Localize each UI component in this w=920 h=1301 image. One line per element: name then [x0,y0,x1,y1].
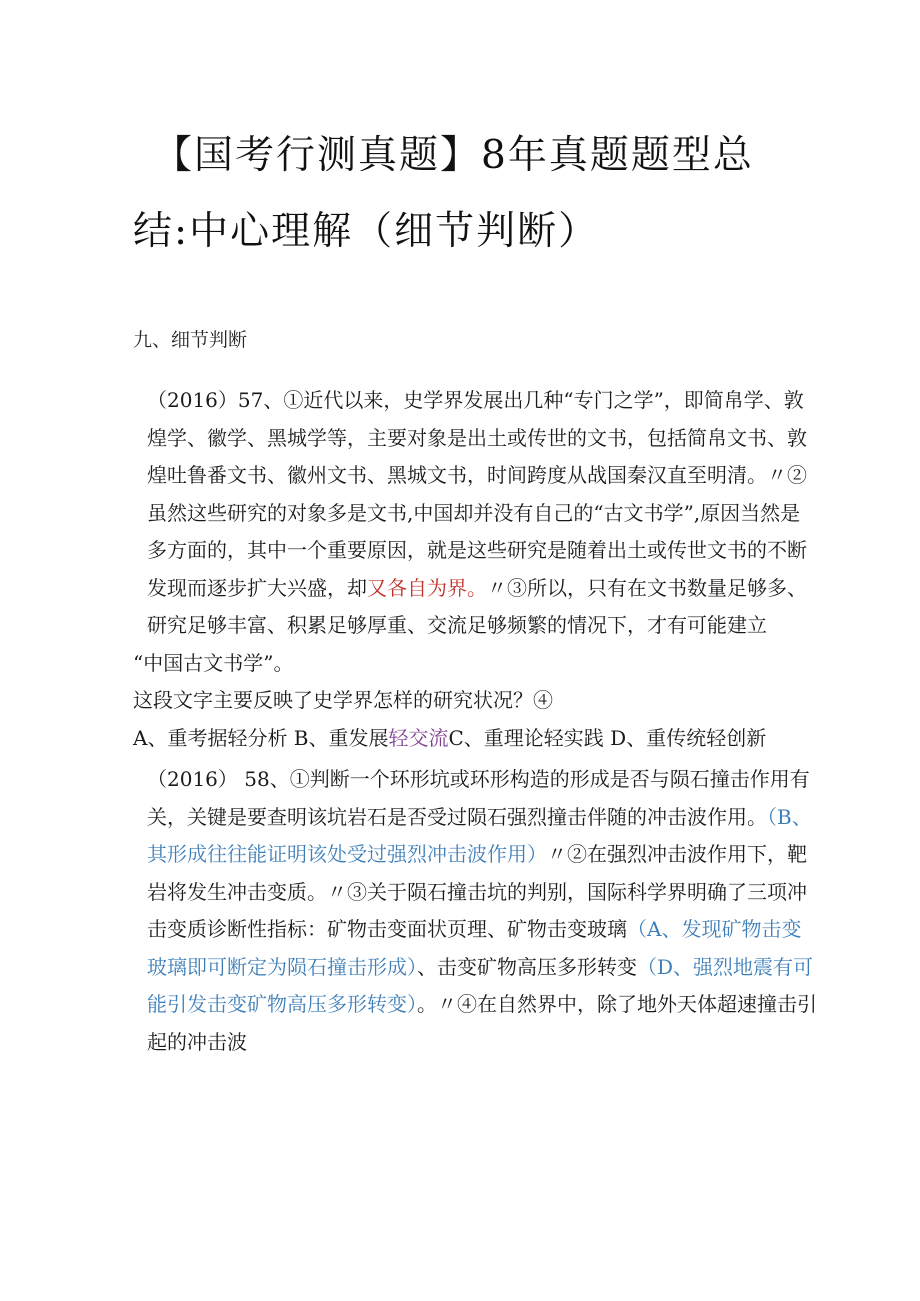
q57-quote: “中国古文书学”。 [133,650,294,675]
question-57 [133,382,820,757]
q58-note-d: （D、强烈地震有可能引发击变矿物高压多形转变） [147,954,814,1016]
title-line-1: 【国考行测真题】8年真题题型总 [153,133,754,178]
question-58 [133,761,820,1061]
q57-question: 这段文字主要反映了史学界怎样的研究状况？④ [133,688,553,712]
q58-text-part1: （2016） 58、①判断一个环形坑或环形构造的形成是否与陨石撞击作用有关，关键是要查明该坑岩石是否受过陨石强烈撞击伴随的冲击波作用。 [147,767,810,829]
q58-note-a: （A、发现矿物击变玻璃即可断定为陨石撞击形成） [147,917,802,979]
q57-options-highlight: 轻交流 [388,725,449,750]
question-57-passage [133,382,820,645]
q57-highlight-red: 又各自为界。 [367,575,487,600]
q58-note-b: （B、其形成往往能证明该处受过强烈冲击波作用） [147,804,812,866]
q57-options [133,720,820,758]
q57-text-part2: 〃③所以，只有在文书数量足够多、研究足够丰富、积累足够厚重、交流足够频繁的情况下，才有可能建立 [147,575,807,637]
question-58-passage [133,761,820,1061]
q57-options-a: A、重考据轻分析 B、重发展 [133,725,389,750]
q58-text-part4: 。〃④在自然界中，除了地外天体超速撞击引起的冲击波 [147,992,817,1054]
title-line-2: 结:中心理解（细节判断） [133,209,600,254]
q58-text-part2: 〃②在强烈冲击波作用下，靶岩将发生冲击变质。〃③关于陨石撞击坑的判别，国际科学界明确了三项冲击变质诊断性指标：矿物击变面状页理、矿物击变玻璃 [147,842,807,941]
document-title [133,118,820,270]
q58-text-part3: 、击变矿物高压多形转变 [417,954,637,979]
q57-options-b: C、重理论轻实践 D、重传统轻创新 [448,725,767,750]
q57-text-part1: （2016）57、①近代以来，史学界发展出几种“专门之学”，即简帛学、敦煌学、徽学、黑城学等，主要对象是出土或传世的文书，包括简帛文书、敦煌吐鲁番文书、徽州文书、黑城文书，时间跨度从战国秦汉直至明清。〃②虽然这些研究的对象多是文书,中国却并没有自己的“古文书学”,原因当然是多方面的，其中一个重要原因，就是这些研究是随着出土或传世文书的不断发现而逐步扩大兴盛，却 [147,388,807,600]
section-heading: 九、细节判断 [133,329,248,351]
